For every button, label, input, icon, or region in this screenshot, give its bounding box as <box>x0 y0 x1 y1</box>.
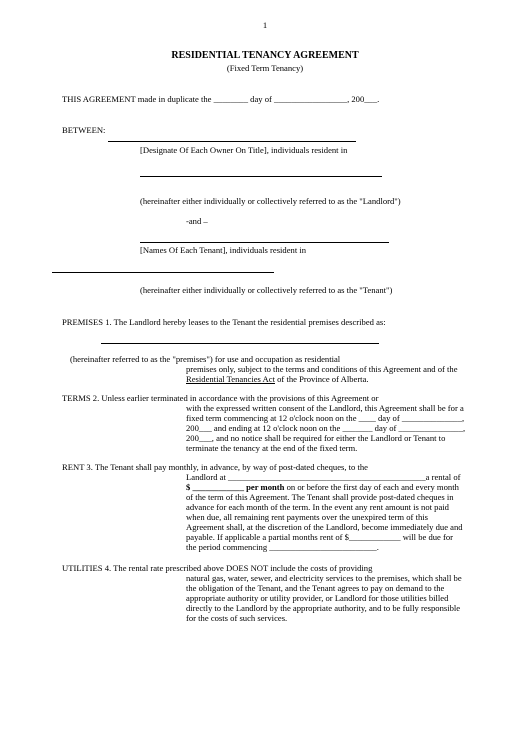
utilities-clause-line: appropriate authority or utility provider, or Landlord for those utilities billed <box>186 593 449 603</box>
premises-clause-line <box>186 374 369 384</box>
terms-clause-line: 200___, and no notice shall be required for either the Landlord or Tenant to <box>186 433 446 443</box>
terms-clause-line: fixed term commencing at 12 o'clock noon on the ____ day of ______________, <box>186 413 465 423</box>
utilities-clause-line: natural gas, water, sewer, and electricity services to the premises, which shall be <box>186 573 462 583</box>
terms-clause-line: with the expressed written consent of the Landlord, this Agreement shall be for a <box>186 403 464 413</box>
rent-clause-line: payable. If applicable a partial months rent of $____________ will be due for <box>186 532 454 542</box>
premises-clause-heading: PREMISES 1. The Landlord hereby leases to the Tenant the residential premises described as: <box>62 317 386 327</box>
premises-clause-line: premises only, subject to the terms and conditions of this Agreement and of the <box>186 364 458 374</box>
owner-name-line <box>108 141 356 142</box>
document-title: RESIDENTIAL TENANCY AGREEMENT <box>171 50 359 61</box>
tenant-name-line <box>140 242 389 243</box>
rent-clause-line: Landlord at ______________________________________________a rental of <box>186 472 461 482</box>
rent-clause-line: of the term of this Agreement. The Tenant shall provide post-dated cheques in <box>186 492 454 502</box>
rent-clause-line: advance for each month of the term. In the event any rent amount is not paid <box>186 502 449 512</box>
premises-clause-line: (hereinafter referred to as the "premises") for use and occupation as residential <box>70 354 341 364</box>
utilities-clause-line: directly to the Landlord by the appropriate authority, and to be fully responsible <box>186 603 461 613</box>
utilities-clause-line: for the costs of such services. <box>186 613 288 623</box>
tenant-note: (hereinafter either individually or collectively referred to as the "Tenant") <box>140 285 393 295</box>
terms-clause-line: terminate the tenancy at the end of the fixed term. <box>186 443 358 453</box>
and-separator: -and – <box>186 216 208 226</box>
rent-clause-heading: RENT 3. The Tenant shall pay monthly, in advance, by way of post-dated cheques, to the <box>62 462 368 472</box>
page-number: 1 <box>262 20 268 30</box>
premises-address-line <box>101 343 379 344</box>
act-suffix: of the Province of Alberta. <box>274 374 369 384</box>
tenant-names-text: [Names Of Each Tenant], individuals resident in <box>140 245 307 255</box>
utilities-clause-heading: UTILITIES 4. The rental rate prescribed above DOES NOT include the costs of providing <box>62 563 373 573</box>
owner-residence-line <box>140 176 382 177</box>
rent-clause-line: Agreement shall, at the discretion of the Landlord, become immediately due and <box>186 522 463 532</box>
utilities-clause-line: the obligation of the Tenant, and the Tenant agrees to pay on demand to the <box>186 583 445 593</box>
landlord-note: (hereinafter either individually or collectively referred to as the "Landlord") <box>140 196 401 206</box>
document-subtitle: (Fixed Term Tenancy) <box>226 63 304 73</box>
act-name: Residential Tenancies Act <box>186 374 275 384</box>
rent-clause-line: when due, all remaining rent payments over the unexpired term of this <box>186 512 428 522</box>
terms-clause-line: 200___ and ending at 12 o'clock noon on the _______ day of _______________, <box>186 423 466 433</box>
rent-clause-line <box>186 482 459 492</box>
per-month-text: per month <box>246 482 285 492</box>
owner-designate-text: [Designate Of Each Owner On Title], individuals resident in <box>140 145 348 155</box>
between-label: BETWEEN: <box>62 125 106 135</box>
terms-clause-heading: TERMS 2. Unless earlier terminated in accordance with the provisions of this Agreement or <box>62 393 379 403</box>
rent-amount-blank: $ ____________ <box>186 482 247 492</box>
agreement-date-line: THIS AGREEMENT made in duplicate the ________ day of _________________, 200___. <box>62 94 380 104</box>
rent-clause-line: the period commencing _________________________. <box>186 542 379 552</box>
rent-due-text: on or before the first day of each and every month <box>284 482 459 492</box>
tenant-residence-line <box>52 272 274 273</box>
